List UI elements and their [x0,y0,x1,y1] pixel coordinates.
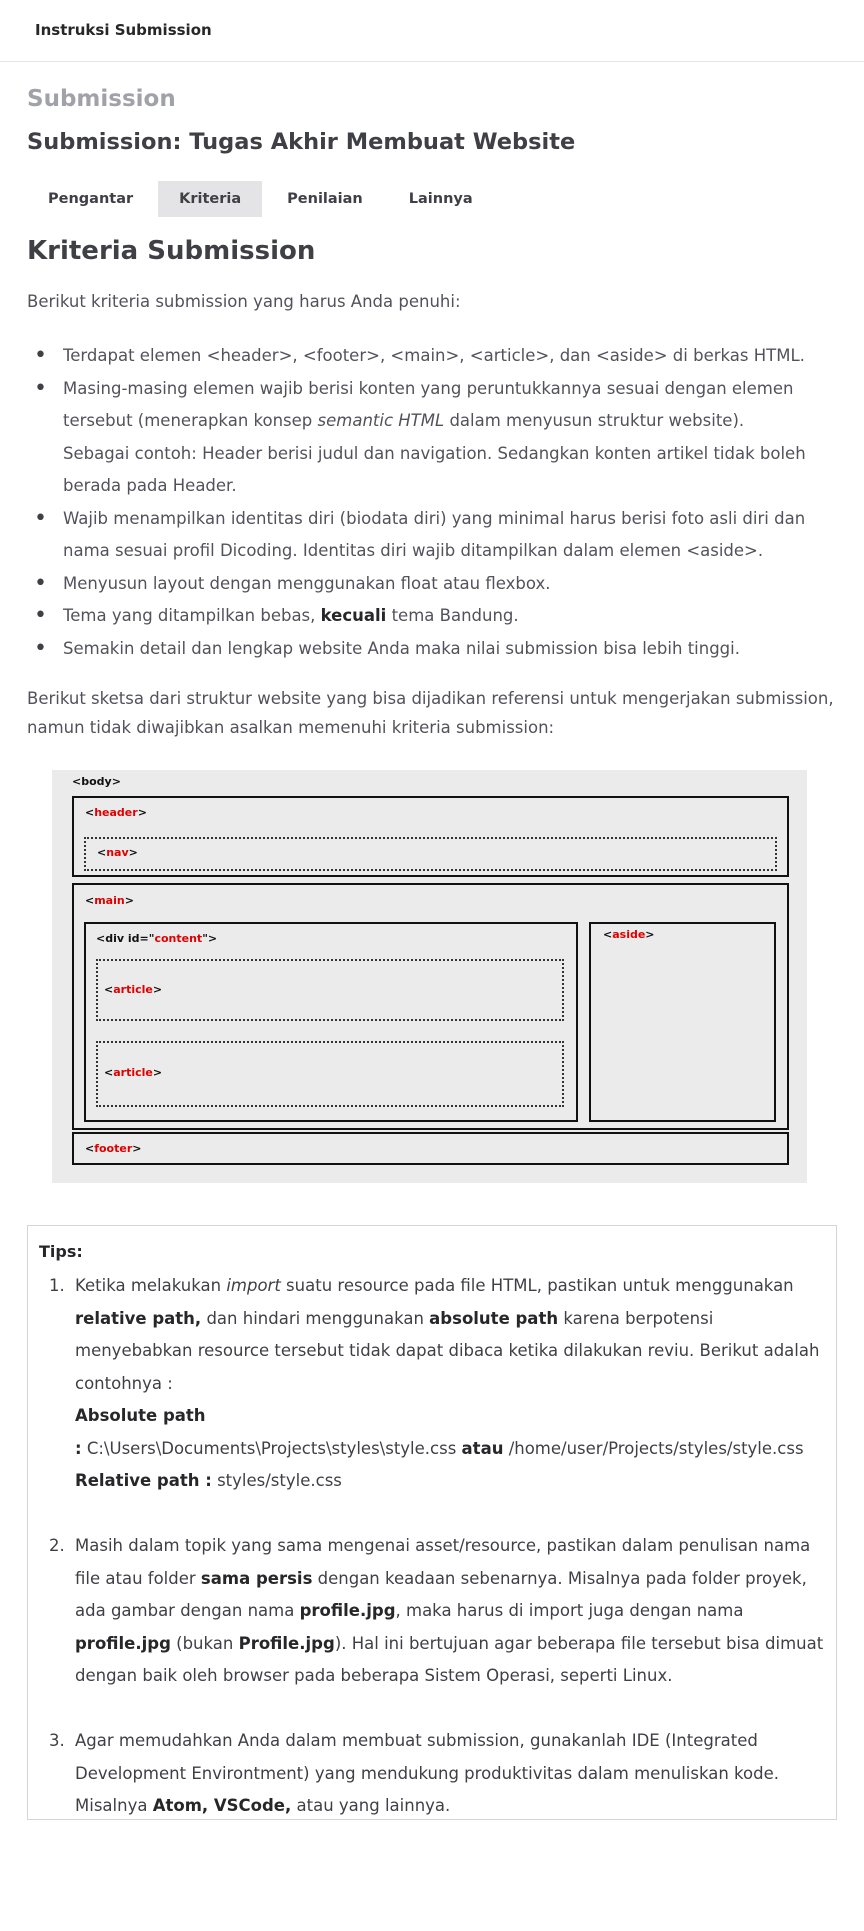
content-heading: Kriteria Submission [27,236,316,266]
criteria-intro: Berikut kriteria submission yang harus Anda penuhi: [27,292,461,311]
tab-bar [27,181,494,217]
list-item: • Menyusun layout dengan menggunakan float atau flexbox. [27,568,827,601]
list-item: 2. Masih dalam topik yang sama mengenai asset/resource, pastikan dalam penulisan nama file atau folder sama persis dengan keadaan sebenarnya. Misalnya pada folder proyek, ada gambar dengan nama profile.jpg, maka harus di import juga dengan nama profile.jpg (bukan Profile.jpg). Hal ini bertujuan agar beberapa file tersebut bisa dimuat dengan baik oleh browser pada beberapa Sistem Operasi, seperti Linux. [49,1536,824,1685]
top-bar [0,0,864,62]
diagram-header-label: <header> [85,806,147,819]
list-item: • Semakin detail dan lengkap website Anda maka nilai submission bisa lebih tinggi. [27,633,827,666]
list-item: 3. Agar memudahkan Anda dalam membuat submission, gunakanlah IDE (Integrated Development Environtment) yang mendukung produktivitas dalam menuliskan kode. Misalnya Atom, VSCode, atau yang lainnya. [49,1731,779,1815]
diagram-content-label: <div id="content"> [96,932,218,945]
topbar-title: Instruksi Submission [35,21,212,39]
criteria-list [27,340,827,665]
tab-pengantar[interactable]: Pengantar [48,191,134,207]
diagram-nav-label: <nav> [97,846,138,859]
tab-kriteria[interactable]: Kriteria [158,181,262,217]
tips-title: Tips: [39,1242,83,1261]
diagram-content-box [84,922,578,1122]
diagram-article-box-1 [96,959,564,1021]
list-item: • Wajib menampilkan identitas diri (biodata diri) yang minimal harus berisi foto asli diri dan nama sesuai profil Dicoding. Identitas diri wajib ditampilkan dalam elemen <aside>. [27,503,827,568]
diagram-footer-label: <footer> [85,1142,142,1155]
sketch-intro: Berikut sketsa dari struktur website yang bisa dijadikan referensi untuk mengerjakan submission, namun tidak diwajibkan asalkan memenuhi kriteria submission: [27,689,834,737]
website-structure-diagram [52,770,807,1183]
diagram-article-label: <article> [104,983,163,996]
diagram-aside-box [589,922,776,1122]
diagram-nav-box [84,837,777,871]
list-item: • Terdapat elemen <header>, <footer>, <main>, <article>, dan <aside> di berkas HTML. [27,340,827,373]
tab-lainnya[interactable]: Lainnya [408,191,473,207]
diagram-article-label: <article> [104,1066,163,1079]
list-item: • Masing-masing elemen wajib berisi konten yang peruntukkannya sesuai dengan elemen tersebut (menerapkan konsep semantic HTML dalam menyusun struktur website). Sebagai contoh: Header berisi judul dan navigation. Sedangkan konten artikel tidak boleh berada pada Header. [27,373,827,503]
diagram-footer-box [72,1132,789,1165]
diagram-main-box [72,883,789,1130]
tab-penilaian[interactable]: Penilaian [287,191,363,207]
list-item: 1. Ketika melakukan import suatu resource pada file HTML, pastikan untuk menggunakan relative path, dan hindari menggunakan absolute path karena berpotensi menyebabkan resource tersebut tidak dapat dibaca ketika dilakukan reviu. Berikut adalah contohnya : Absolute path : C:\Users\Documents\Projects\styles\style.css atau /home/user/Projects/styles/style.css Relative path : styles/style.css [49,1276,820,1490]
diagram-article-box-2 [96,1041,564,1107]
page-title: Submission: Tugas Akhir Membuat Website [27,129,576,155]
tips-list [39,1270,824,1823]
tips-box [27,1225,837,1820]
diagram-aside-label: <aside> [603,928,655,941]
diagram-main-label: <main> [85,894,134,907]
diagram-body-label: <body> [72,775,121,788]
section-label: Submission [27,86,176,112]
list-item: • Tema yang ditampilkan bebas, kecuali tema Bandung. [27,600,827,633]
diagram-header-box [72,796,789,877]
